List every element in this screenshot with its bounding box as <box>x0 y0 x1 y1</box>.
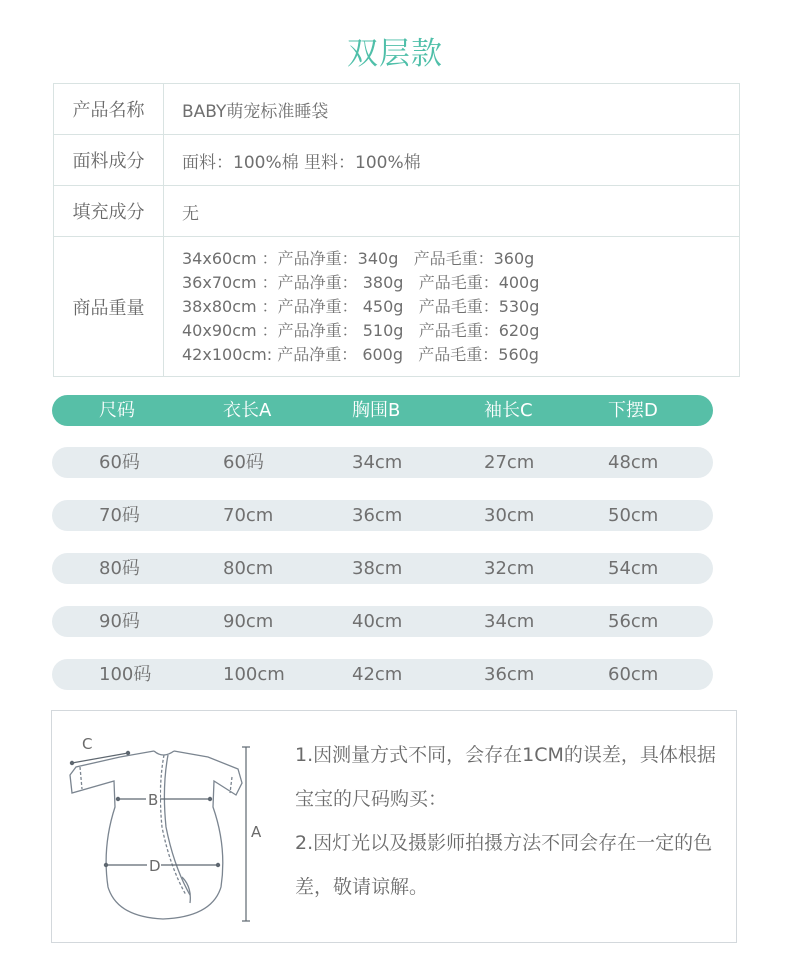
info-row-name <box>54 84 739 135</box>
size-row <box>52 553 713 584</box>
size-cell: 70cm <box>223 505 274 526</box>
size-cell: 36cm <box>484 664 535 685</box>
size-cell: 30cm <box>484 505 535 526</box>
header-cell: 袖长C <box>484 400 533 421</box>
size-row <box>52 500 713 531</box>
size-row <box>52 447 713 478</box>
notes-text <box>295 733 725 909</box>
size-cell: 54cm <box>608 558 659 579</box>
size-cell: 34cm <box>352 452 403 473</box>
note-item: 2.因灯光以及摄影师拍摄方法不同会存在一定的色差，敬请谅解。 <box>295 832 713 898</box>
note-item: 1.因测量方式不同，会存在1CM的误差，具体根据宝宝的尺码购买： <box>295 744 716 810</box>
size-table-header <box>52 395 713 426</box>
label-d: D <box>149 857 161 875</box>
info-label: 面料成分 <box>54 135 164 185</box>
size-cell: 48cm <box>608 452 659 473</box>
weight-line: 40x90cm ：产品净重： 510g 产品毛重：620g <box>182 321 540 340</box>
size-cell: 80cm <box>223 558 274 579</box>
size-cell: 32cm <box>484 558 535 579</box>
size-cell: 60cm <box>608 664 659 685</box>
size-row <box>52 606 713 637</box>
header-cell: 衣长A <box>223 400 272 421</box>
size-cell: 56cm <box>608 611 659 632</box>
weight-list <box>182 247 539 367</box>
size-cell: 60码 <box>223 452 264 473</box>
size-cell: 42cm <box>352 664 403 685</box>
info-row-filling <box>54 186 739 237</box>
info-row-weight <box>54 237 739 376</box>
size-cell: 60码 <box>99 452 140 473</box>
header-cell: 下摆D <box>608 400 658 421</box>
label-a: A <box>251 823 262 841</box>
info-label: 填充成分 <box>54 186 164 236</box>
header-cell: 胸围B <box>352 400 401 421</box>
info-value: 无 <box>182 203 199 224</box>
sleeping-bag-diagram <box>62 727 287 927</box>
weight-line: 34x60cm ：产品净重：340g 产品毛重：360g <box>182 249 535 268</box>
size-cell: 90cm <box>223 611 274 632</box>
size-cell: 36cm <box>352 505 403 526</box>
info-label: 产品名称 <box>54 84 164 134</box>
size-cell: 34cm <box>484 611 535 632</box>
size-cell: 50cm <box>608 505 659 526</box>
page-title: 双层款 <box>347 36 443 72</box>
size-row <box>52 659 713 690</box>
info-label: 商品重量 <box>54 237 164 376</box>
label-b: B <box>148 791 159 809</box>
weight-line: 36x70cm ：产品净重： 380g 产品毛重：400g <box>182 273 540 292</box>
size-cell: 100cm <box>223 664 285 685</box>
size-cell: 90码 <box>99 611 140 632</box>
weight-line: 38x80cm ：产品净重： 450g 产品毛重：530g <box>182 297 540 316</box>
header-cell: 尺码 <box>99 400 135 421</box>
notes-box <box>51 710 737 943</box>
info-value: 面料：100%棉 里料：100%棉 <box>182 152 421 173</box>
size-cell: 70码 <box>99 505 140 526</box>
weight-line: 42x100cm: 产品净重： 600g 产品毛重：560g <box>182 345 539 364</box>
size-cell: 80码 <box>99 558 140 579</box>
size-cell: 100码 <box>99 664 152 685</box>
size-cell: 38cm <box>352 558 403 579</box>
info-value: BABY萌宠标准睡袋 <box>182 101 329 122</box>
product-info-table <box>53 83 740 377</box>
info-row-fabric <box>54 135 739 186</box>
label-c: C <box>82 735 93 753</box>
size-cell: 40cm <box>352 611 403 632</box>
size-cell: 27cm <box>484 452 535 473</box>
